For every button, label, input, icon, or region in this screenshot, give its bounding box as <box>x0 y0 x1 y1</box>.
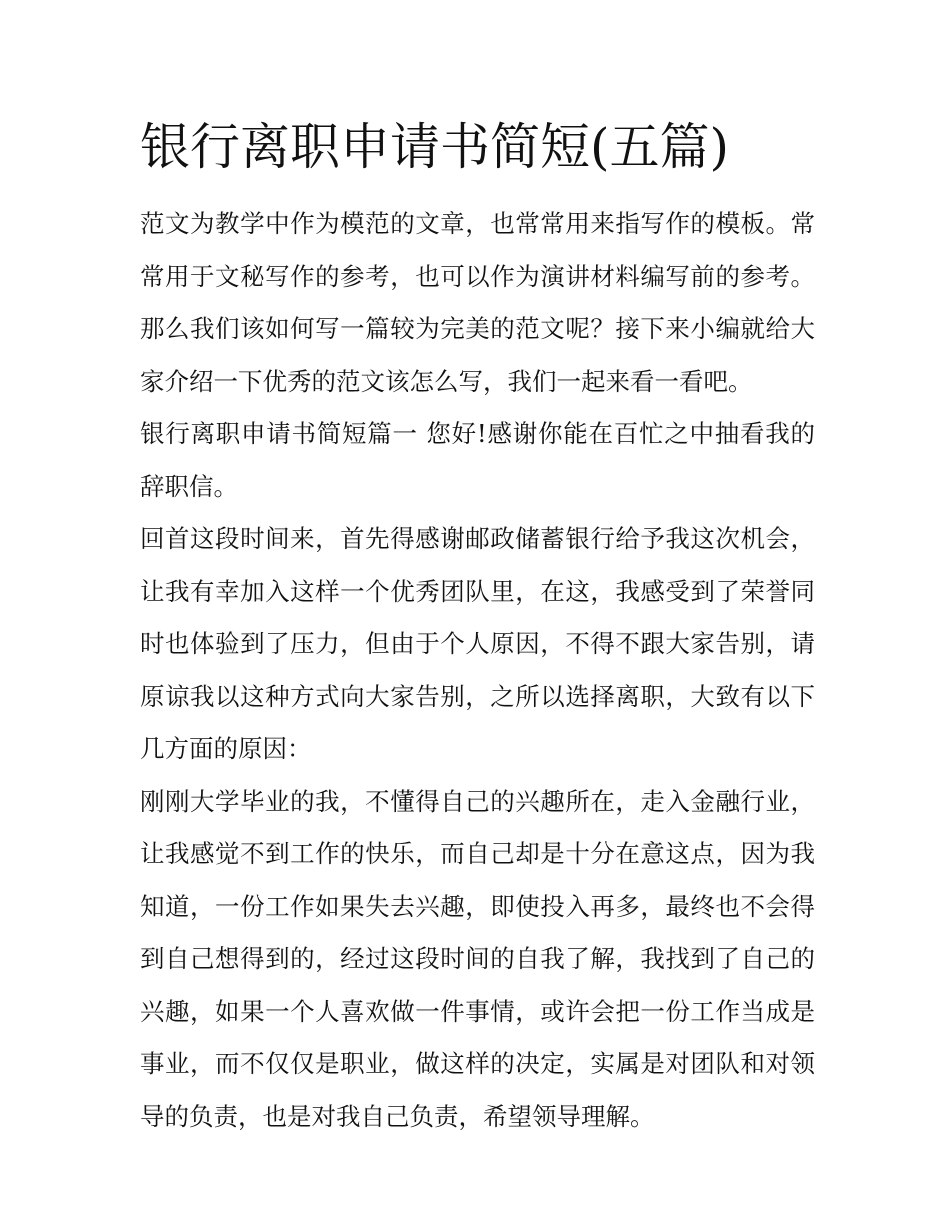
paragraph-reflection: 回首这段时间来，首先得感谢邮政储蓄银行给予我这次机会，让我有幸加入这样一个优秀团队里，在这，我感受到了荣誉同时也体验到了压力，但由于个人原因，不得不跟大家告别，请原谅我以这种方式向大家告别，之所以选择离职，大致有以下几方面的原因： <box>140 524 815 763</box>
paragraph-reasons: 刚刚大学毕业的我，不懂得自己的兴趣所在，走入金融行业，让我感觉不到工作的快乐，而自己却是十分在意这点，因为我知道，一份工作如果失去兴趣，即使投入再多，最终也不会得到自己想得到的，经过这段时间的自我了解，我找到了自己的兴趣，如果一个人喜欢做一件事情，或许会把一份工作当成是事业，而不仅仅是职业，做这样的决定，实属是对团队和对领导的负责，也是对我自己负责，希望领导理解。 <box>140 786 815 1131</box>
paragraph-greeting: 银行离职申请书简短篇一 您好!感谢你能在百忙之中抽看我的辞职信。 <box>140 419 815 501</box>
document-title: 银行离职申请书简短(五篇) <box>140 118 730 176</box>
document-body <box>140 198 815 1143</box>
paragraph-intro: 范文为教学中作为模范的文章，也常常用来指写作的模板。常常用于文秘写作的参考，也可以作为演讲材料编写前的参考。那么我们该如何写一篇较为完美的范文呢？接下来小编就给大家介绍一下优秀的范文该怎么写，我们一起来看一看吧。 <box>140 209 815 396</box>
